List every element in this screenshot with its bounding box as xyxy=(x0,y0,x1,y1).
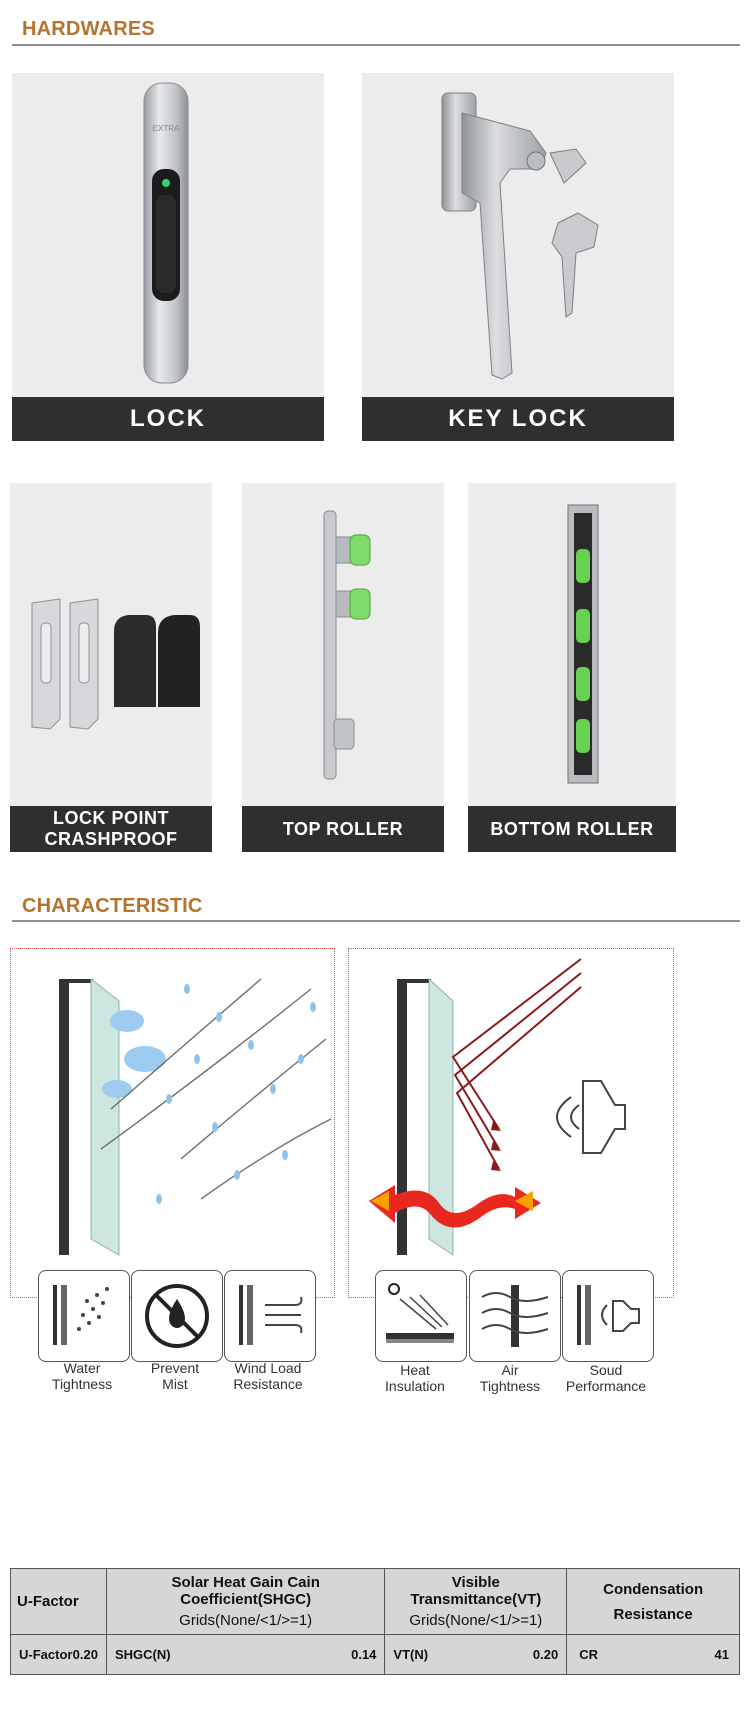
air-tightness-label: Air Tightness xyxy=(479,1362,541,1394)
cr-cell: CR 41 xyxy=(567,1635,740,1675)
heat-insulation-label: Heat Insulation xyxy=(385,1362,445,1394)
sound-performance-icon xyxy=(562,1270,654,1362)
hardwares-divider xyxy=(12,44,740,46)
heat-insulation-icon xyxy=(375,1270,467,1362)
bottom-roller-photo xyxy=(468,483,676,807)
lock-point-caption-line1: LOCK POINT xyxy=(53,808,169,828)
prevent-mist-icon xyxy=(131,1270,223,1362)
prevent-mist-label: Prevent Mist xyxy=(150,1360,200,1392)
thermal-illustration xyxy=(349,949,672,1296)
lock-caption: LOCK xyxy=(12,397,324,441)
hardwares-title: HARDWARES xyxy=(22,18,155,40)
spec-value-row xyxy=(11,1635,740,1675)
characteristic-title: CHARACTERISTIC xyxy=(22,895,203,917)
top-roller-photo xyxy=(242,483,444,807)
bottom-roller-image xyxy=(468,483,676,807)
cr-header: Condensation Resistance xyxy=(567,1569,740,1635)
lock-point-photo xyxy=(10,483,212,807)
air-tightness-icon xyxy=(469,1270,561,1362)
svg-text:EXTRA: EXTRA xyxy=(152,124,180,133)
key-lock-caption: KEY LOCK xyxy=(362,397,674,441)
shgc-header: Solar Heat Gain Cain Coefficient(SHGC) Grids(None/<1/>=1) xyxy=(106,1569,384,1635)
wind-load-label: Wind Load Resistance xyxy=(233,1360,303,1392)
wind-load-icon xyxy=(224,1270,316,1362)
spec-table xyxy=(10,1568,740,1675)
water-tightness-label: Water Tightness xyxy=(51,1360,113,1392)
characteristic-divider xyxy=(12,920,740,922)
key-lock-photo xyxy=(362,73,674,397)
ufactor-cell: U-Factor 0.20 xyxy=(11,1635,107,1675)
top-roller-caption: TOP ROLLER xyxy=(242,806,444,852)
water-tightness-icon xyxy=(38,1270,130,1362)
vt-cell: VT(N) 0.20 xyxy=(385,1635,567,1675)
spec-header-row xyxy=(11,1569,740,1635)
shgc-cell: SHGC(N) 0.14 xyxy=(106,1635,384,1675)
lock-point-image xyxy=(10,483,212,807)
lock-point-caption xyxy=(10,806,212,852)
lock-photo xyxy=(12,73,324,397)
lock-image xyxy=(12,73,324,397)
weather-panel xyxy=(10,948,335,1298)
weather-illustration xyxy=(11,949,333,1296)
bottom-roller-caption: BOTTOM ROLLER xyxy=(468,806,676,852)
ufactor-header: U-Factor xyxy=(11,1569,107,1635)
sound-performance-label: Soud Performance xyxy=(565,1362,647,1394)
top-roller-image xyxy=(242,483,444,807)
lock-point-caption-line2: CRASHPROOF xyxy=(44,829,178,849)
vt-header: Visible Transmittance(VT) Grids(None/<1/>=1) xyxy=(385,1569,567,1635)
thermal-panel xyxy=(348,948,674,1298)
key-lock-image xyxy=(362,73,674,397)
